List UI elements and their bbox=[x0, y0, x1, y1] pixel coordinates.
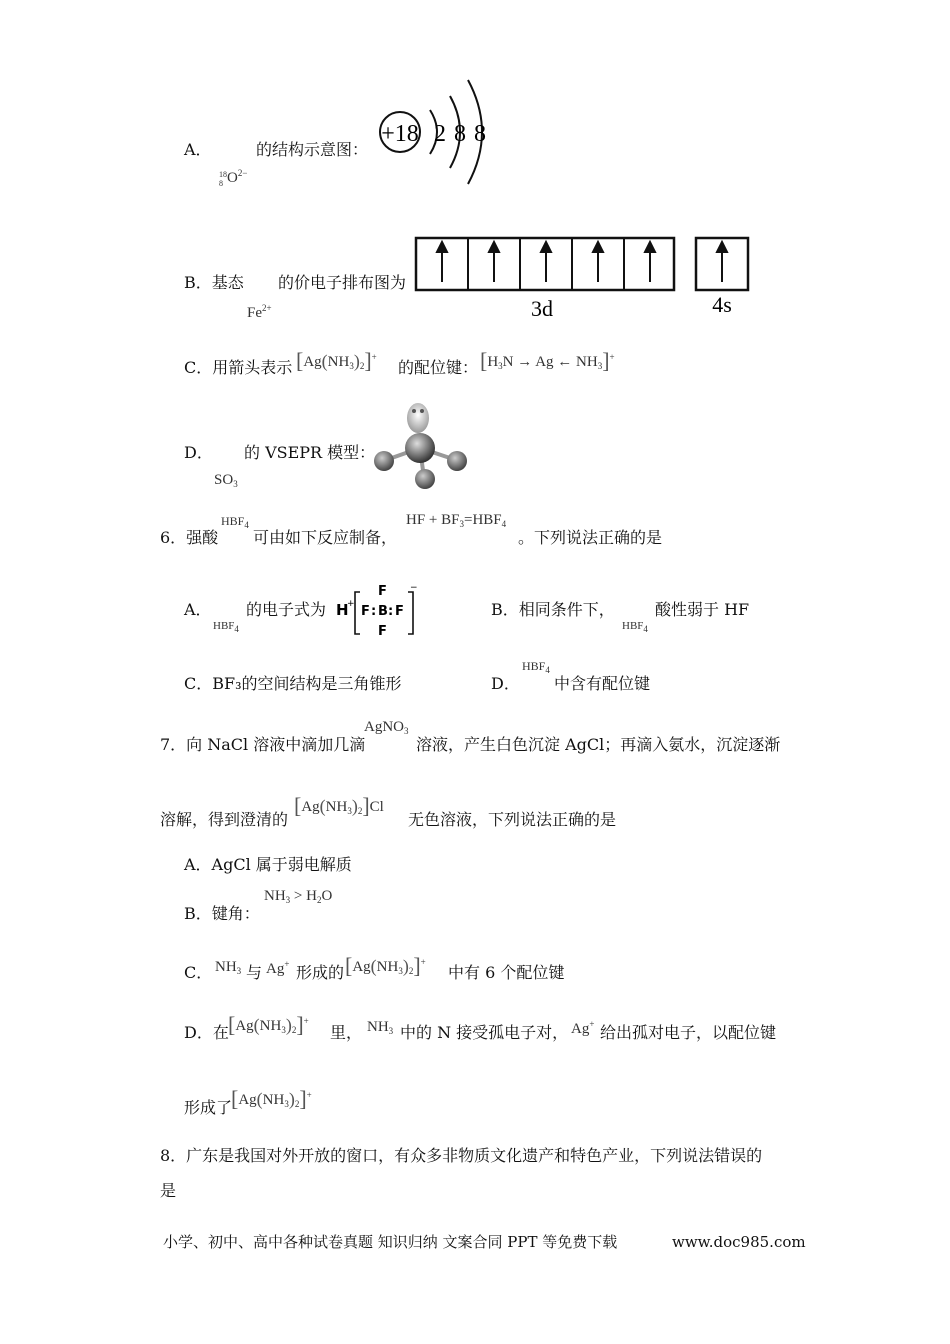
q7-option-d: D．在 bbox=[184, 1023, 229, 1042]
footer-text: 小学、初中、高中各种试卷真题 知识归纳 文案合同 PPT 等免费下载 bbox=[163, 1233, 618, 1251]
q7-option-a: A．AgCl 属于弱电解质 bbox=[184, 855, 352, 874]
svg-text::: : bbox=[371, 604, 377, 619]
q6-equation: HF + $BF_3=HBF_4$ bbox=[406, 512, 507, 529]
svg-text:F: F bbox=[378, 584, 387, 599]
q7-agno3: AgNO$_3$ bbox=[364, 719, 409, 736]
svg-text:−: − bbox=[410, 583, 418, 593]
q6-a-formula: $HBF_4$ bbox=[213, 620, 239, 634]
q7-c-ag-ion: Ag+ bbox=[266, 959, 290, 977]
label-4s: 4s bbox=[712, 292, 732, 317]
q8-stem-line1: 8．广东是我国对外开放的窗口，有众多非物质文化遗产和特色产业，下列说法错误的 bbox=[160, 1146, 763, 1165]
q7-stem-a: 7．向 NaCl 溶液中滴加几滴 bbox=[160, 735, 366, 754]
q6-b-text: 酸性弱于 HF bbox=[655, 600, 750, 619]
q5-option-d: D． bbox=[184, 443, 213, 462]
q6-option-c: C．BF₃的空间结构是三角锥形 bbox=[184, 674, 402, 693]
q5-option-a bbox=[184, 140, 212, 160]
svg-text::: : bbox=[388, 604, 394, 619]
q8-stem-line2: 是 bbox=[160, 1181, 177, 1200]
svg-text:H: H bbox=[336, 601, 349, 619]
q7-stem-c: 溶解，得到澄清的 bbox=[160, 810, 289, 829]
mass-number: 18 bbox=[219, 169, 227, 179]
q7-d-complex-2: $[Ag(NH_3)_2]^+$ bbox=[231, 1086, 312, 1111]
ion-charge: 2− bbox=[237, 168, 248, 178]
svg-text:B: B bbox=[378, 604, 388, 619]
q5-d-formula: $SO_3$ bbox=[214, 472, 238, 489]
q6-a-text: 的电子式为 bbox=[246, 600, 327, 619]
q6-option-a: A． bbox=[184, 600, 212, 619]
q5-c-coordinate-bonds: [$H_3N \to Ag$ ← $NH_3]^+$ bbox=[480, 348, 615, 373]
atomic-number: 8 bbox=[219, 178, 223, 188]
q6-stem-c: 。下列说法正确的是 bbox=[518, 528, 663, 547]
orbital-diagram bbox=[414, 236, 754, 322]
q7-c-tail: 中有 6 个配位键 bbox=[448, 963, 565, 982]
q5-c-complex: $[Ag(NH_3)_2]^+$ bbox=[296, 348, 377, 373]
q7-option-c: C． bbox=[184, 963, 213, 982]
q5-b-text: 的价电子排布图为 bbox=[278, 273, 407, 292]
q5-option-b: B．基态 bbox=[184, 273, 244, 292]
q5-option-c: C．用箭头表示 bbox=[184, 358, 293, 377]
atomic-structure-diagram bbox=[372, 74, 492, 190]
q7-d-complex: $[Ag(NH_3)_2]^+$ bbox=[228, 1012, 309, 1037]
svg-text:+: + bbox=[347, 599, 355, 609]
q6-d-text: 中含有配位键 bbox=[554, 674, 651, 693]
q6-stem-a: 6．强酸 bbox=[160, 528, 219, 547]
label-3d: 3d bbox=[531, 296, 553, 321]
q5-c-text: 的配位键： bbox=[398, 358, 479, 377]
q7-b-formula: $NH_3 > H_2O$ bbox=[264, 888, 333, 905]
shell-2-count: 8 bbox=[454, 121, 466, 147]
q7-stem-b: 溶液，产生白色沉淀 AgCl；再滴入氨水，沉淀逐渐 bbox=[416, 735, 781, 754]
shell-3-count: 8 bbox=[474, 121, 486, 147]
svg-text:F: F bbox=[361, 604, 370, 619]
q7-d-mid2: 中的 N 接受孤电子对， bbox=[400, 1023, 569, 1042]
q7-d-tail: 给出孤对电子，以配位键 bbox=[600, 1023, 777, 1042]
footer-link[interactable]: www.doc985.com bbox=[672, 1233, 806, 1251]
q6-hbf4: $HBF_4$ bbox=[221, 514, 249, 530]
option-label: A． bbox=[184, 140, 212, 159]
q7-c-nh3: $NH_3$ bbox=[215, 959, 242, 976]
q7-c-with: 与 bbox=[246, 963, 263, 982]
vsepr-model-icon bbox=[368, 402, 472, 490]
q7-c-complex: $[Ag(NH_3)_2]^+$ bbox=[345, 953, 426, 978]
svg-text:F: F bbox=[395, 604, 404, 619]
q5-a-text: 的结构示意图： bbox=[256, 140, 369, 159]
shell-1-count: 2 bbox=[434, 121, 446, 147]
q5-b-formula: $Fe^{2+}$ bbox=[247, 303, 272, 321]
q6-option-d: D． bbox=[491, 674, 520, 693]
q6-d-formula: $HBF_4$ bbox=[522, 659, 550, 675]
q7-d-nh3: $NH_3$ bbox=[367, 1019, 394, 1036]
nucleus-charge: +18 bbox=[381, 121, 419, 147]
q7-d-line2: 形成了 bbox=[184, 1098, 233, 1117]
q7-d-mid: 里， bbox=[330, 1023, 363, 1042]
q7-stem-d: 无色溶液，下列说法正确的是 bbox=[408, 810, 617, 829]
q6-stem-b: 可由如下反应制备， bbox=[253, 528, 398, 547]
q5-a-formula bbox=[219, 168, 247, 188]
q7-c-form: 形成的 bbox=[296, 963, 345, 982]
q7-complex-chloride: $[Ag(NH_3)_2]Cl$ bbox=[294, 793, 384, 818]
electron-formula bbox=[334, 578, 418, 640]
q6-option-b: B．相同条件下， bbox=[491, 600, 615, 619]
svg-text:F: F bbox=[378, 624, 387, 639]
q6-b-formula: $HBF_4$ bbox=[622, 620, 648, 634]
q7-option-b: B．键角： bbox=[184, 904, 260, 923]
q7-d-ag-ion: Ag+ bbox=[571, 1019, 595, 1037]
element-symbol: O bbox=[227, 170, 238, 186]
q5-d-text: 的 VSEPR 模型： bbox=[244, 443, 376, 462]
